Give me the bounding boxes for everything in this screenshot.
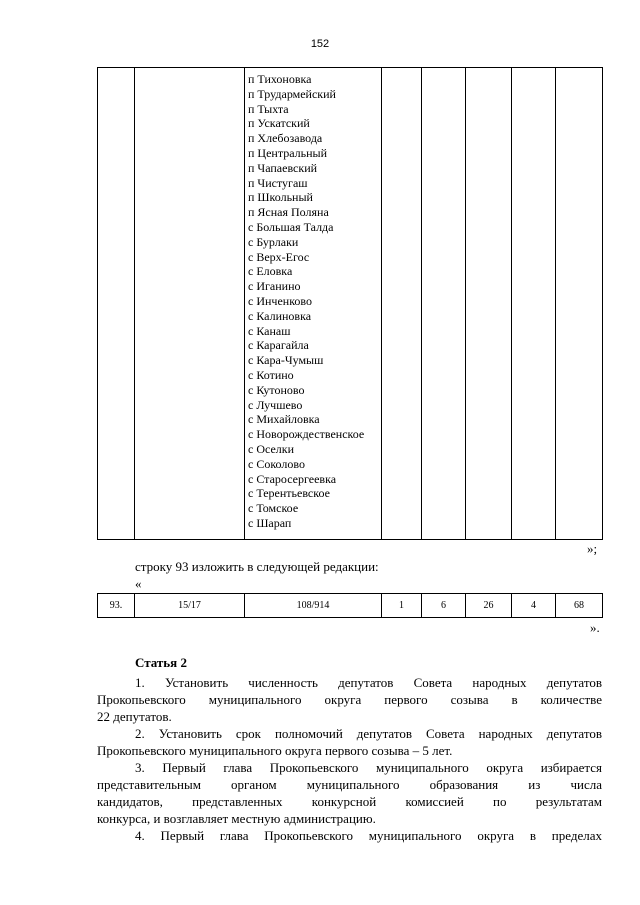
paragraph-line: Прокопьевского муниципального округа первого созыва – 5 лет. xyxy=(97,743,453,758)
table-cell-empty xyxy=(382,68,422,540)
table-cell-empty xyxy=(422,68,466,540)
table-cell-empty xyxy=(512,68,556,540)
settlement-item: п Центральный xyxy=(248,145,328,160)
settlement-item: п Хлебозавода xyxy=(248,131,323,146)
table-cell: 15/17 xyxy=(135,594,245,618)
table-cell: 108/914 xyxy=(245,594,382,618)
paragraph-line: 4. Первый глава Прокопьевского муниципального округа в пределах xyxy=(135,828,602,843)
settlement-item: с Лучшево xyxy=(248,397,303,412)
settlement-item: с Терентьевское xyxy=(248,486,330,501)
paragraph-3 xyxy=(97,759,602,827)
table-cell-empty xyxy=(556,68,603,540)
settlements-cell xyxy=(245,68,382,540)
settlement-item: с Михайловка xyxy=(248,412,320,427)
settlement-item: с Кутоново xyxy=(248,382,305,397)
settlement-item: п Чапаевский xyxy=(248,160,318,175)
table-cell: 68 xyxy=(556,594,603,618)
settlement-item: с Оселки xyxy=(248,441,295,456)
settlement-item: с Котино xyxy=(248,367,294,382)
paragraph-2 xyxy=(97,725,602,759)
settlement-item: с Томское xyxy=(248,501,299,516)
closing-quote-1: »; xyxy=(587,541,598,556)
settlement-item: п Школьный xyxy=(248,190,313,205)
settlement-item: с Верх-Егос xyxy=(248,249,310,264)
settlement-item: с Большая Талда xyxy=(248,219,334,234)
settlement-item: с Иганино xyxy=(248,279,301,294)
page-number: 152 xyxy=(310,38,330,50)
paragraph-line: кандидатов, представленных конкурсной комиссией по результатам xyxy=(97,794,602,809)
closing-quote-2: ». xyxy=(590,620,600,635)
table-cell: 26 xyxy=(466,594,512,618)
settlement-item: с Канаш xyxy=(248,323,291,338)
table-cell-empty xyxy=(98,68,135,540)
settlement-item: с Новорождественское xyxy=(248,427,365,442)
table-cell: 4 xyxy=(512,594,556,618)
district-table-continuation xyxy=(97,67,603,540)
table-cell: 93. xyxy=(98,594,135,618)
paragraph-1 xyxy=(97,674,602,725)
table-cell: 6 xyxy=(422,594,466,618)
paragraph-4 xyxy=(97,827,602,844)
amendment-intro: строку 93 изложить в следующей редакции: xyxy=(135,559,379,574)
settlement-item: п Тыхта xyxy=(248,101,289,116)
settlement-item: с Бурлаки xyxy=(248,234,299,249)
settlement-item: п Тихоновка xyxy=(248,72,312,86)
opening-quote: « xyxy=(135,576,142,591)
settlement-item: с Соколово xyxy=(248,456,305,471)
settlement-item: п Трудармейский xyxy=(248,86,336,101)
table-cell-empty xyxy=(135,68,245,540)
settlement-item: с Калиновка xyxy=(248,308,312,323)
table-cell-empty xyxy=(466,68,512,540)
settlement-item: с Карагайла xyxy=(248,338,309,353)
settlement-item: п Ускатский xyxy=(248,116,310,131)
table-row xyxy=(98,594,603,618)
table-cell: 1 xyxy=(382,594,422,618)
paragraph-line: 1. Установить численность депутатов Совета народных депутатов xyxy=(135,675,602,690)
settlement-item: п Ясная Поляна xyxy=(248,205,329,220)
paragraph-line: представительным органом муниципального образования из числа xyxy=(97,777,602,792)
settlement-item: с Старосергеевка xyxy=(248,471,337,486)
row-93-table xyxy=(97,593,603,618)
article-title: Статья 2 xyxy=(135,655,187,670)
settlement-item: п Чистугаш xyxy=(248,175,308,190)
settlement-item: с Кара-Чумыш xyxy=(248,353,324,368)
paragraph-line: 22 депутатов. xyxy=(97,709,172,724)
settlement-item: с Шарап xyxy=(248,515,292,530)
paragraph-line: конкурса, и возглавляет местную администрацию. xyxy=(97,811,376,826)
paragraph-line: 2. Установить срок полномочий депутатов Совета народных депутатов xyxy=(135,726,602,741)
settlement-item: с Инченково xyxy=(248,293,313,308)
settlement-item: с Еловка xyxy=(248,264,293,279)
paragraph-line: 3. Первый глава Прокопьевского муниципального округа избирается xyxy=(135,760,602,775)
paragraph-line: Прокопьевского муниципального округа первого созыва в количестве xyxy=(97,692,602,707)
settlements-list xyxy=(248,72,381,531)
